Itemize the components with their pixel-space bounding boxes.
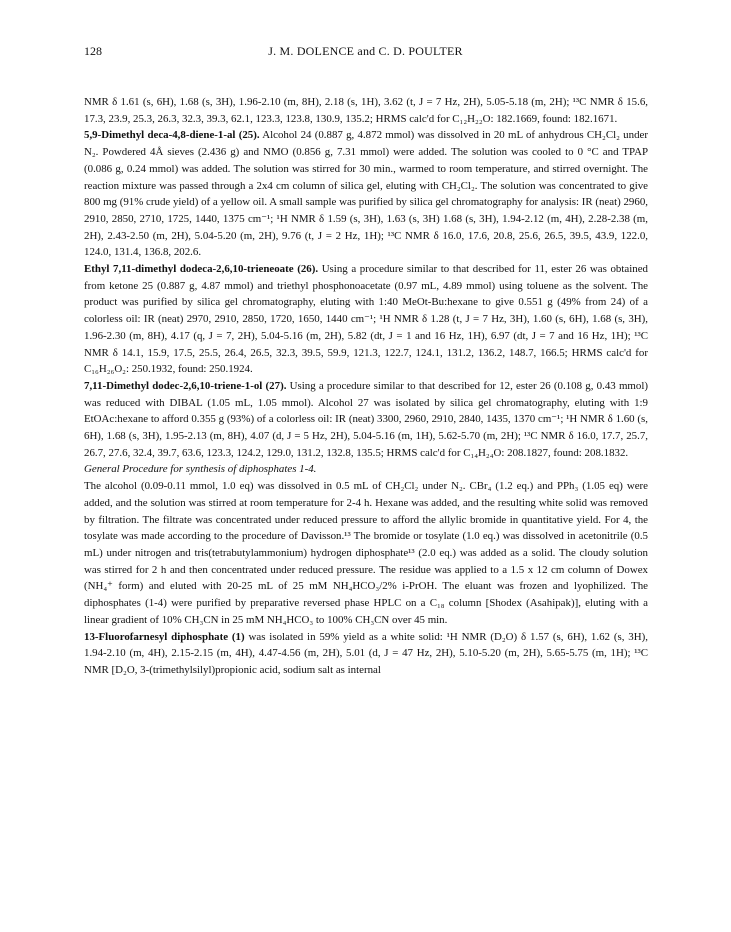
body-text bbox=[84, 94, 648, 679]
general-procedure-heading-paragraph bbox=[84, 461, 648, 478]
running-head: J. M. DOLENCE and C. D. POULTER bbox=[268, 44, 463, 58]
paragraph-text: Using a procedure similar to that described for 11, ester 26 was obtained from ketone 25 (0.887 g, 4.87 mmol) and triethyl phosphonoacetate (0.97 mL, 4.89 mmol) using toluene as the solvent. The product was purified by silica gel chromatography, eluting with 1:40 MeOt-Bu:hexane to give 0.551 g (49% from 24) of a colorless oil: IR (neat) 2970, 2910, 2850, 1720, 1650, 1440 cm⁻¹; ¹H NMR δ 1.28 (t, J = 7 Hz, 3H), 1.60 (s, 6H), 1.68 (s, 3H), 1.96-2.30 (m, 8H), 4.17 (q, J = 7, 2H), 5.04-5.16 (m, 2H), 5.82 (dt, J = 1 and 16 Hz, 1H), 6.97 (dt, J = 7 and 16 Hz, 1H); ¹³C NMR δ 14.1, 15.9, 17.5, 25.5, 26.4, 26.5, 32.3, 39.5, 59.9, 121.3, 122.7, 124.1, 131.2, 136.2, 148.7, 166.5; HRMS calc'd for C₁₆H₂₆O₂: 250.1932, found: 250.1924. bbox=[84, 263, 648, 376]
page-number: 128 bbox=[84, 44, 102, 58]
paragraph-compound-1 bbox=[84, 629, 648, 679]
compound-heading: 13-Fluorofarnesyl diphosphate (1) bbox=[84, 630, 245, 643]
paragraph-compound-26 bbox=[84, 261, 648, 378]
compound-heading: 7,11-Dimethyl dodec-2,6,10-triene-1-ol (27). bbox=[84, 379, 287, 392]
page-header bbox=[84, 44, 647, 62]
paragraph-text: NMR δ 1.61 (s, 6H), 1.68 (s, 3H), 1.96-2.10 (m, 8H), 2.18 (s, 1H), 3.62 (t, J = 7 Hz, 2H), 5.05-5.18 (m, 2H); ¹³C NMR δ 15.6, 17.3, 23.9, 25.3, 26.3, 32.3, 39.3, 62.1, 123.3, 123.8, 130.9, 135.2; HRMS calc'd for C₁₂H₂₂O: 182.1669, found: 182.1671. bbox=[84, 96, 648, 125]
paragraph-general-procedure bbox=[84, 478, 648, 628]
section-heading: General Procedure for synthesis of diphosphates 1-4. bbox=[84, 463, 317, 476]
paragraph-text: Using a procedure similar to that described for 12, ester 26 (0.108 g, 0.43 mmol) was reduced with DIBAL (1.05 mL, 1.05 mmol). Alcohol 27 was isolated by silica gel chromatography, eluting with 1:9 EtOAc:hexane to afford 0.355 g (93%) of a colorless oil: IR (neat) 3300, 2960, 2910, 2840, 1435, 1370 cm⁻¹; ¹H NMR δ 1.60 (s, 6H), 1.68 (s, 3H), 1.95-2.13 (m, 8H), 4.07 (d, J = 5 Hz, 2H), 5.04-5.16 (m, 1H), 5.62-5.70 (m, 2H); ¹³C NMR δ 16.0, 17.7, 25.7, 26.7, 27.6, 32.4, 39.7, 63.6, 123.3, 124.2, 129.0, 131.2, 132.8, 135.5; HRMS calc'd for C₁₄H₂₄O: 208.1827, found: 208.1832. bbox=[84, 379, 648, 459]
paragraph-text: The alcohol (0.09-0.11 mmol, 1.0 eq) was dissolved in 0.5 mL of CH₂Cl₂ under N₂. CBr₄ (1.2 eq.) and PPh₃ (1.05 eq) were added, and the solution was stirred at room temperature for 2-4 h. Hexane was added, and the resulting white solid was removed by filtration. The filtrate was concentrated under reduced pressure to afford the allylic bromide in quantitative yield. For 4, the tosylate was made according to the procedure of Davisson.¹³ The bromide or tosylate (1.0 eq.) was dissolved in acetonitrile (0.5 mL) under nitrogen and tris(tetrabutylammonium) hydrogen diphosphate¹³ (2.0 eq.) was added as a solid. The cloudy solution was stirred for 2 h and then concentrated under reduced pressure. The residue was applied to a 1.5 x 12 cm column of Dowex (NH₄⁺ form) and eluted with 20-25 mL of 25 mM NH₄HCO₃/2% i-PrOH. The eluant was frozen and lyophilized. The diphosphates (1-4) were purified by preparative reversed phase HPLC on a C₁₈ column [Shodex (Asahipak)], eluting with a linear gradient of 10% CH₃CN in 25 mM NH₄HCO₃ to 100% CH₃CN over 45 min. bbox=[84, 480, 648, 626]
compound-heading: Ethyl 7,11-dimethyl dodeca-2,6,10-trieneoate (26). bbox=[84, 263, 319, 276]
paragraph-compound-25 bbox=[84, 127, 648, 261]
compound-heading: 5,9-Dimethyl deca-4,8-diene-1-al (25). bbox=[84, 129, 260, 142]
paragraph-text: was isolated in 59% yield as a white solid: ¹H NMR (D₂O) δ 1.57 (s, 6H), 1.62 (s, 3H), 1.94-2.10 (m, 4H), 2.15-2.15 (m, 4H), 4.47-4.56 (m, 2H), 5.01 (d, J = 47 Hz, 2H), 5.10-5.20 (m, 2H), 5.65-5.75 (m, 1H); ¹³C NMR [D₂O, 3-(trimethylsilyl)propionic acid, sodium salt as internal bbox=[84, 630, 648, 676]
paragraph-nmr-continuation bbox=[84, 94, 648, 127]
paragraph-text: Alcohol 24 (0.887 g, 4.872 mmol) was dissolved in 20 mL of anhydrous CH₂Cl₂ under N₂. Powdered 4Å sieves (2.436 g) and NMO (0.856 g, 7.31 mmol) were added. The solution was cooled to 0 °C and TPAP (0.086 g, 0.24 mmol) was added. The solution was stirred for 30 min., warmed to room temperature, and stirred overnight. The reaction mixture was passed through a 2x4 cm column of silica gel, eluting with CH₂Cl₂. The solution was concentrated to give 800 mg (91% crude yield) of a yellow oil. A small sample was purified by silica gel chromatography for analysis: IR (neat) 2960, 2910, 2850, 2710, 1725, 1440, 1375 cm⁻¹; ¹H NMR δ 1.59 (s, 3H), 1.63 (s, 3H) 1.68 (s, 3H), 1.94-2.12 (m, 4H), 2.28-2.38 (m, 2H), 2.43-2.50 (m, 2H), 5.04-5.20 (m, 2H), 9.76 (t, J = 2 Hz, 1H); ¹³C NMR δ 16.0, 17.6, 20.8, 25.6, 26.5, 39.5, 43.9, 122.0, 124.0, 131.4, 136.8, 202.6. bbox=[84, 129, 648, 259]
paragraph-compound-27 bbox=[84, 378, 648, 462]
